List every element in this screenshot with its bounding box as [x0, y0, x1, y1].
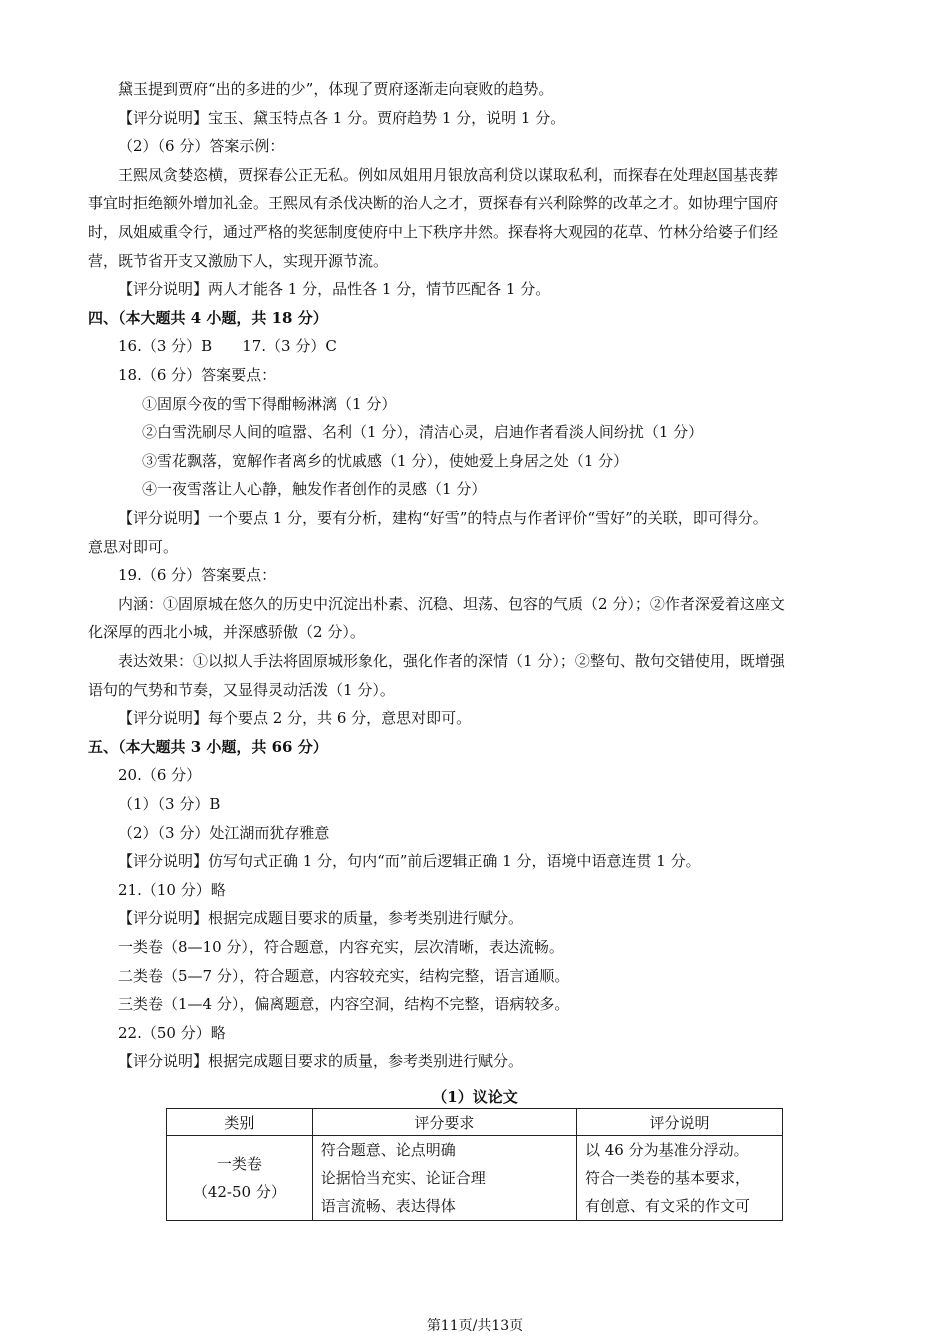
text-line: 内涵：①固原城在悠久的历史中沉淀出朴素、沉稳、坦荡、包容的气质（2 分）；②作者深爱着这座文: [118, 594, 785, 613]
text-line: 营，既节省开支又激励下人，实现开源节流。: [88, 251, 389, 270]
note-line: 符合一类卷的基本要求，: [584, 1169, 750, 1187]
cell-notes: [576, 1136, 782, 1221]
header-category: 类别: [167, 1109, 313, 1136]
text-line: 五、（本大题共 3 小题，共 66 分）: [88, 737, 328, 756]
text-line: ②白雪洗刷尽人间的喧嚣、名利（1 分），清洁心灵，启迪作者看淡人间纷扰（1 分）: [142, 423, 704, 442]
text-line: 一类卷（8—10 分），符合题意，内容充实，层次清晰，表达流畅。: [118, 938, 564, 956]
text-line: 18.（6 分）答案要点：: [118, 366, 277, 384]
text-line: 19.（6 分）答案要点：: [118, 566, 277, 585]
table-row: [167, 1136, 783, 1221]
text-line: 黛玉提到贾府“出的多进的少”，体现了贾府逐渐走向衰败的趋势。: [118, 80, 554, 98]
text-line: 【评分说明】根据完成题目要求的质量，参考类别进行赋分。: [118, 1052, 524, 1071]
cell-requirements: [312, 1136, 576, 1221]
text-line: 【评分说明】仿写句式正确 1 分，句内“而”前后逻辑正确 1 分，语境中语意连贯 1 分。: [118, 852, 701, 871]
text-line: 【评分说明】一个要点 1 分，要有分析，建构“好雪”的特点与作者评价“雪好”的关联，即可得分。: [118, 509, 768, 527]
text-line: （1）（3 分）B: [118, 795, 221, 813]
grading-table: [166, 1108, 783, 1221]
note-line: 有创意、有文采的作文可: [584, 1197, 750, 1215]
text-line: 【评分说明】每个要点 2 分，共 6 分，意思对即可。: [118, 709, 472, 728]
text-line: 意思对即可。: [88, 537, 179, 556]
text-line: 21.（10 分）略: [118, 880, 226, 899]
text-line: 表达效果：①以拟人手法将固原城形象化，强化作者的深情（1 分）；②整句、散句交错使用，既增强: [118, 652, 785, 670]
requirement-line: 论据恰当充实、论证合理: [320, 1169, 486, 1187]
text-line: 语句的气势和节奏，又显得灵动活泼（1 分）。: [88, 680, 395, 699]
table-header-row: [167, 1109, 783, 1136]
text-line: 三类卷（1—4 分），偏离题意，内容空洞，结构不完整，语病较多。: [118, 995, 570, 1014]
text-line: 【评分说明】两人才能各 1 分，品性各 1 分，情节匹配各 1 分。: [118, 280, 551, 299]
text-line: 16.（3 分）B 17.（3 分）C: [118, 337, 337, 356]
text-line: 22.（50 分）略: [118, 1023, 226, 1042]
text-line: 四、（本大题共 4 小题，共 18 分）: [88, 308, 328, 327]
text-line: （2）（3 分）处江湖而犹存雅意: [118, 823, 330, 842]
note-line: 以 46 分为基准分浮动。: [584, 1141, 749, 1159]
text-line: 【评分说明】宝玉、黛玉特点各 1 分。贾府趋势 1 分，说明 1 分。: [118, 108, 566, 127]
header-notes: 评分说明: [576, 1109, 782, 1136]
table-caption: （1）议论文: [432, 1088, 518, 1106]
requirement-line: 符合题意、论点明确: [320, 1141, 456, 1159]
text-line: 20.（6 分）: [118, 766, 202, 785]
header-requirements: 评分要求: [312, 1109, 576, 1136]
page-number: 第11页/共13页: [426, 1318, 524, 1334]
cell-category: [167, 1136, 313, 1221]
category-name: 一类卷: [216, 1155, 262, 1173]
category-range: （42-50 分）: [192, 1183, 286, 1201]
text-line: 化深厚的西北小城，并深感骄傲（2 分）。: [88, 623, 365, 642]
text-line: ④一夜雪落让人心静，触发作者创作的灵感（1 分）: [142, 480, 487, 499]
text-line: 【评分说明】根据完成题目要求的质量，参考类别进行赋分。: [118, 909, 524, 928]
text-line: 事宜时拒绝额外增加礼金。王熙凤有杀伐决断的治人之才，贾探春有兴利除弊的改革之才。如协理宁国府: [88, 194, 779, 213]
text-line: ③雪花飘落，宽解作者离乡的忧戚感（1 分），使她爱上身居之处（1 分）: [142, 451, 629, 470]
text-line: 二类卷（5—7 分），符合题意，内容较充实，结构完整，语言通顺。: [118, 966, 570, 985]
text-line: （2）（6 分）答案示例：: [118, 137, 285, 156]
text-line: 王熙凤贪婪恣横，贾探春公正无私。例如凤姐用月银放高利贷以谋取私利，而探春在处理赵国基丧葬: [118, 165, 779, 184]
text-line: ①固原今夜的雪下得酣畅淋漓（1 分）: [142, 394, 397, 413]
requirement-line: 语言流畅、表达得体: [320, 1197, 456, 1215]
text-line: 时，凤姐威重令行，通过严格的奖惩制度使府中上下秩序井然。探春将大观园的花草、竹林分给婆子们经: [88, 223, 779, 241]
